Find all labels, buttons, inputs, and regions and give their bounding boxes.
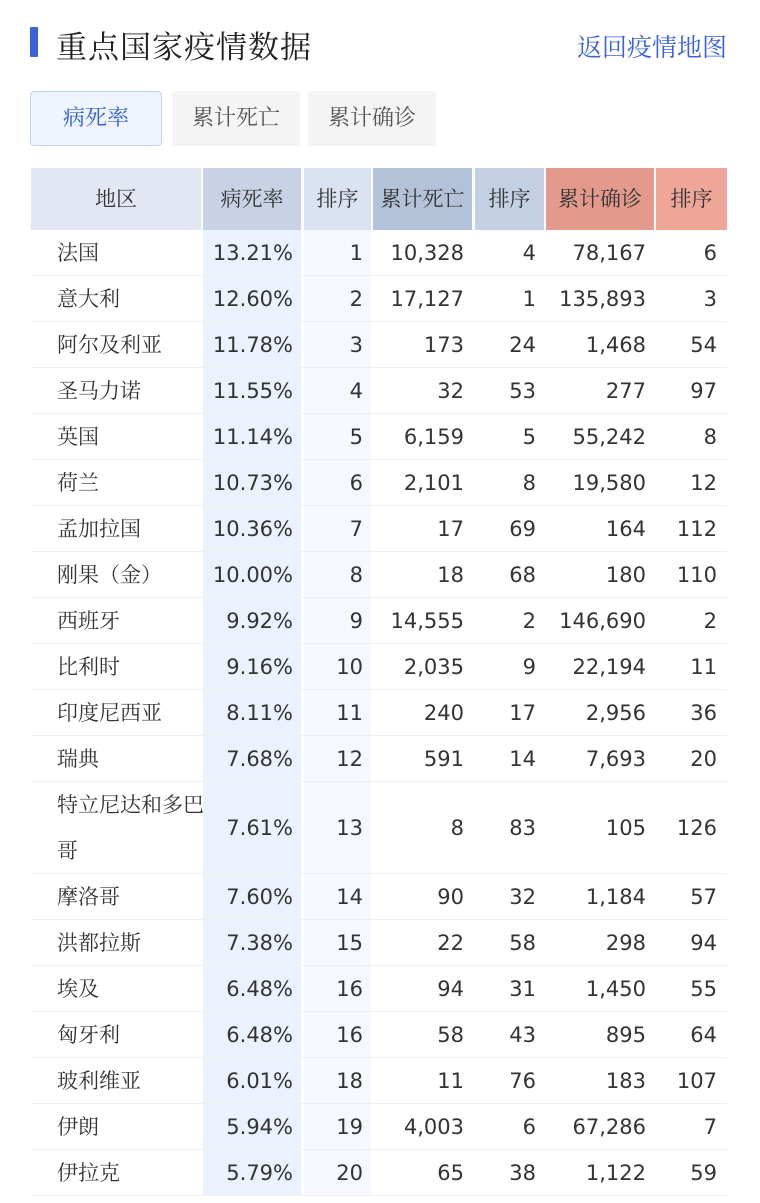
fatality-rate-cell: 7.60% [226, 884, 293, 909]
region-cell: 伊拉克 [57, 1160, 120, 1185]
table-body [31, 230, 727, 1196]
rate-rank-cell: 3 [349, 332, 363, 357]
total-deaths-cell: 2,101 [403, 470, 464, 495]
region-cell: 瑞典 [57, 746, 99, 771]
table-row[interactable] [31, 598, 727, 644]
confirmed-rank-cell: 59 [690, 1160, 717, 1185]
total-confirmed-cell: 164 [605, 516, 646, 541]
deaths-rank-cell: 83 [509, 815, 536, 840]
rate-rank-cell: 14 [336, 884, 363, 909]
total-confirmed-cell: 180 [605, 562, 646, 587]
deaths-rank-cell: 31 [509, 976, 536, 1001]
table-row[interactable] [31, 230, 727, 276]
region-cell: 英国 [57, 424, 99, 449]
confirmed-rank-cell: 110 [676, 562, 717, 587]
total-deaths-cell: 11 [437, 1068, 464, 1093]
region-cell: 洪都拉斯 [57, 930, 141, 955]
total-confirmed-cell: 67,286 [572, 1114, 646, 1139]
total-confirmed-cell: 183 [605, 1068, 646, 1093]
fatality-rate-cell: 9.16% [226, 654, 293, 679]
fatality-rate-cell: 11.55% [212, 378, 293, 403]
total-deaths-cell: 94 [437, 976, 464, 1001]
total-deaths-cell: 18 [437, 562, 464, 587]
rate-rank-cell: 15 [336, 930, 363, 955]
confirmed-rank-cell: 94 [690, 930, 717, 955]
total-deaths-cell: 90 [437, 884, 464, 909]
back-to-map-link[interactable]: 返回疫情地图 [576, 33, 727, 62]
deaths-rank-cell: 76 [509, 1068, 536, 1093]
confirmed-rank-cell: 55 [690, 976, 717, 1001]
table-row[interactable] [31, 690, 727, 736]
fatality-rate-cell: 8.11% [226, 700, 293, 725]
column-header-region[interactable]: 地区 [31, 168, 201, 230]
region-cell: 匈牙利 [57, 1022, 120, 1047]
confirmed-rank-cell: 54 [690, 332, 717, 357]
table-row[interactable] [31, 1104, 727, 1150]
confirmed-rank-cell: 36 [690, 700, 717, 725]
rate-rank-cell: 10 [336, 654, 363, 679]
table-row[interactable] [31, 552, 727, 598]
rate-rank-cell: 12 [336, 746, 363, 771]
table-row[interactable] [31, 506, 727, 552]
region-cell: 印度尼西亚 [57, 700, 162, 725]
region-cell: 圣马力诺 [57, 378, 141, 403]
rate-rank-cell: 18 [336, 1068, 363, 1093]
total-deaths-cell: 32 [437, 378, 464, 403]
deaths-rank-cell: 17 [509, 700, 536, 725]
deaths-rank-cell: 38 [509, 1160, 536, 1185]
total-deaths-cell: 4,003 [403, 1114, 464, 1139]
rate-rank-cell: 16 [336, 1022, 363, 1047]
rate-rank-cell: 19 [336, 1114, 363, 1139]
rate-rank-cell: 1 [349, 240, 363, 265]
fatality-rate-cell: 12.60% [212, 286, 293, 311]
rate-rank-cell: 4 [349, 378, 363, 403]
confirmed-rank-cell: 7 [703, 1114, 717, 1139]
confirmed-rank-cell: 12 [690, 470, 717, 495]
deaths-rank-cell: 43 [509, 1022, 536, 1047]
confirmed-rank-cell: 126 [676, 815, 717, 840]
total-confirmed-cell: 1,468 [585, 332, 646, 357]
total-confirmed-cell: 105 [605, 815, 646, 840]
column-header-fatality-rate[interactable]: 病死率 [203, 168, 301, 230]
total-deaths-cell: 6,159 [403, 424, 464, 449]
total-deaths-cell: 591 [423, 746, 464, 771]
total-confirmed-cell: 19,580 [572, 470, 646, 495]
region-cell: 孟加拉国 [57, 516, 141, 541]
deaths-rank-cell: 68 [509, 562, 536, 587]
deaths-rank-cell: 32 [509, 884, 536, 909]
total-confirmed-cell: 1,122 [585, 1160, 646, 1185]
total-deaths-cell: 2,035 [403, 654, 464, 679]
deaths-rank-cell: 4 [522, 240, 536, 265]
total-confirmed-cell: 78,167 [572, 240, 646, 265]
fatality-rate-cell: 7.38% [226, 930, 293, 955]
table-row[interactable] [31, 782, 727, 874]
confirmed-rank-cell: 64 [690, 1022, 717, 1047]
fatality-rate-cell: 7.68% [226, 746, 293, 771]
total-deaths-cell: 22 [437, 930, 464, 955]
fatality-rate-cell: 13.21% [212, 240, 293, 265]
table-header [31, 168, 727, 230]
table-row[interactable] [31, 736, 727, 782]
deaths-rank-cell: 9 [522, 654, 536, 679]
table-row[interactable] [31, 966, 727, 1012]
table-row[interactable] [31, 1058, 727, 1104]
table-row[interactable] [31, 1012, 727, 1058]
table-row[interactable] [31, 414, 727, 460]
total-confirmed-cell: 55,242 [572, 424, 646, 449]
total-confirmed-cell: 7,693 [585, 746, 646, 771]
fatality-rate-cell: 6.48% [226, 1022, 293, 1047]
table-row[interactable] [31, 1150, 727, 1196]
rate-rank-cell: 6 [349, 470, 363, 495]
total-confirmed-cell: 2,956 [585, 700, 646, 725]
rate-rank-cell: 11 [336, 700, 363, 725]
total-confirmed-cell: 895 [605, 1022, 646, 1047]
total-confirmed-cell: 1,184 [585, 884, 646, 909]
rate-rank-cell: 20 [336, 1160, 363, 1185]
region-cell: 法国 [57, 240, 99, 265]
confirmed-rank-cell: 8 [703, 424, 717, 449]
total-confirmed-cell: 277 [605, 378, 646, 403]
region-cell: 摩洛哥 [57, 884, 120, 909]
deaths-rank-cell: 24 [509, 332, 536, 357]
region-cell: 玻利维亚 [57, 1068, 141, 1093]
tab-fatality-rate[interactable]: 病死率 [30, 91, 162, 146]
total-deaths-cell: 14,555 [390, 608, 464, 633]
confirmed-rank-cell: 20 [690, 746, 717, 771]
total-confirmed-cell: 22,194 [572, 654, 646, 679]
fatality-rate-cell: 5.79% [226, 1160, 293, 1185]
tab-total-confirmed[interactable]: 累计确诊 [308, 91, 436, 146]
deaths-rank-cell: 53 [509, 378, 536, 403]
total-deaths-cell: 17 [437, 516, 464, 541]
table-row[interactable] [31, 322, 727, 368]
fatality-rate-cell: 11.14% [212, 424, 293, 449]
region-cell: 埃及 [57, 976, 99, 1001]
column-header-rate-rank[interactable]: 排序 [304, 168, 371, 230]
total-deaths-cell: 8 [450, 815, 464, 840]
confirmed-rank-cell: 107 [676, 1068, 717, 1093]
tab-total-deaths[interactable]: 累计死亡 [172, 91, 300, 146]
fatality-rate-cell: 9.92% [226, 608, 293, 633]
fatality-rate-cell: 6.01% [226, 1068, 293, 1093]
deaths-rank-cell: 6 [522, 1114, 536, 1139]
table-row[interactable] [31, 276, 727, 322]
table-row[interactable] [31, 368, 727, 414]
total-deaths-cell: 10,328 [390, 240, 464, 265]
fatality-rate-cell: 7.61% [226, 815, 293, 840]
table-row[interactable] [31, 644, 727, 690]
region-cell: 伊朗 [57, 1114, 99, 1139]
column-header-confirmed-rank[interactable]: 排序 [656, 168, 727, 230]
region-cell: 西班牙 [57, 608, 120, 633]
total-confirmed-cell: 135,893 [559, 286, 646, 311]
rate-rank-cell: 5 [349, 424, 363, 449]
deaths-rank-cell: 1 [522, 286, 536, 311]
fatality-rate-cell: 6.48% [226, 976, 293, 1001]
rate-rank-cell: 7 [349, 516, 363, 541]
column-header-deaths-rank[interactable]: 排序 [475, 168, 544, 230]
fatality-rate-cell: 10.00% [212, 562, 293, 587]
fatality-rate-cell: 11.78% [212, 332, 293, 357]
total-deaths-cell: 65 [437, 1160, 464, 1185]
rate-rank-cell: 8 [349, 562, 363, 587]
deaths-rank-cell: 8 [522, 470, 536, 495]
rate-rank-cell: 13 [336, 815, 363, 840]
table-row[interactable] [31, 874, 727, 920]
deaths-rank-cell: 14 [509, 746, 536, 771]
confirmed-rank-cell: 112 [676, 516, 717, 541]
confirmed-rank-cell: 97 [690, 378, 717, 403]
total-deaths-cell: 17,127 [390, 286, 464, 311]
column-header-total-deaths[interactable]: 累计死亡 [373, 168, 472, 230]
rate-rank-cell: 16 [336, 976, 363, 1001]
column-header-total-confirmed[interactable]: 累计确诊 [546, 168, 654, 230]
region-cell: 刚果（金） [57, 562, 162, 587]
region-cell: 意大利 [57, 286, 120, 311]
total-deaths-cell: 58 [437, 1022, 464, 1047]
total-deaths-cell: 173 [423, 332, 464, 357]
region-cell: 特立尼达和多巴哥 [57, 792, 204, 863]
total-confirmed-cell: 146,690 [559, 608, 646, 633]
table-row[interactable] [31, 920, 727, 966]
table-row[interactable] [31, 460, 727, 506]
rate-rank-cell: 9 [349, 608, 363, 633]
fatality-rate-cell: 10.36% [212, 516, 293, 541]
region-cell: 荷兰 [57, 470, 99, 495]
confirmed-rank-cell: 2 [703, 608, 717, 633]
deaths-rank-cell: 5 [522, 424, 536, 449]
total-confirmed-cell: 1,450 [585, 976, 646, 1001]
rate-rank-cell: 2 [349, 286, 363, 311]
confirmed-rank-cell: 3 [703, 286, 717, 311]
confirmed-rank-cell: 11 [690, 654, 717, 679]
confirmed-rank-cell: 57 [690, 884, 717, 909]
total-deaths-cell: 240 [423, 700, 464, 725]
fatality-rate-cell: 10.73% [212, 470, 293, 495]
data-table [31, 168, 727, 1196]
fatality-rate-cell: 5.94% [226, 1114, 293, 1139]
deaths-rank-cell: 58 [509, 930, 536, 955]
confirmed-rank-cell: 6 [703, 240, 717, 265]
region-cell: 阿尔及利亚 [57, 332, 162, 357]
total-confirmed-cell: 298 [605, 930, 646, 955]
page-title: 重点国家疫情数据 [56, 30, 312, 66]
region-cell: 比利时 [57, 654, 120, 679]
title-accent-bar [30, 27, 38, 57]
deaths-rank-cell: 2 [522, 608, 536, 633]
deaths-rank-cell: 69 [509, 516, 536, 541]
page-header [0, 0, 760, 88]
